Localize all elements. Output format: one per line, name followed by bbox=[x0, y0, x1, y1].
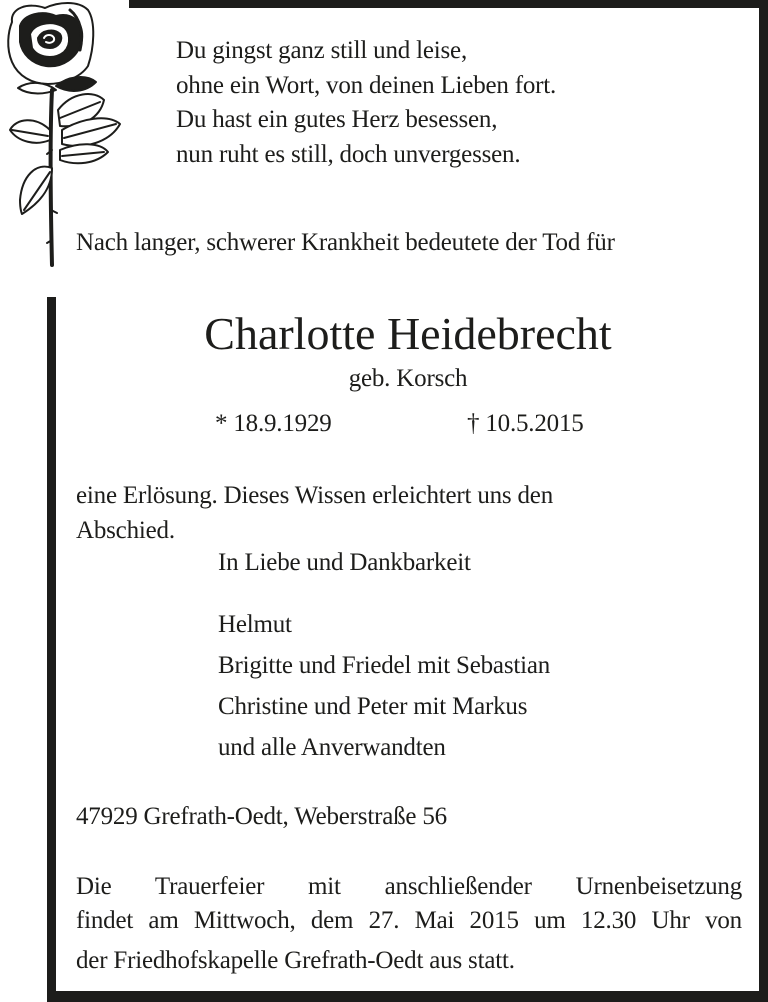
death-date: † 10.5.2015 bbox=[467, 410, 584, 437]
address: 47929 Grefrath-Oedt, Weberstraße 56 bbox=[76, 803, 447, 830]
deceased-name: Charlotte Heidebrecht bbox=[204, 308, 612, 359]
maiden-name: geb. Korsch bbox=[348, 365, 468, 392]
service-line: findet am Mittwoch, dem 27. Mai 2015 um 12.30 Uhr von bbox=[76, 907, 742, 934]
signoff: In Liebe und Dankbarkeit bbox=[218, 549, 471, 576]
mourner: Christine und Peter mit Markus bbox=[218, 693, 528, 720]
mourner: und alle Anverwandten bbox=[218, 734, 446, 761]
mourner: Brigitte und Friedel mit Sebastian bbox=[218, 652, 551, 679]
relief-line: eine Erlösung. Dieses Wissen erleichtert uns den bbox=[76, 482, 553, 509]
poem-line: Du gingst ganz still und leise, bbox=[176, 37, 467, 64]
poem-line: nun ruht es still, doch unvergessen. bbox=[176, 140, 521, 168]
intro-text: Nach langer, schwerer Krankheit bedeutete der Tod für bbox=[76, 229, 615, 256]
frame-border-bottom bbox=[47, 991, 768, 1002]
service-info bbox=[76, 870, 742, 978]
birth-date: * 18.9.1929 bbox=[215, 410, 332, 437]
frame-border-right bbox=[759, 0, 768, 1002]
poem-line: Du hast ein gutes Herz besessen, bbox=[176, 106, 498, 133]
service-line: Die Trauerfeier mit anschließender Urnenbeisetzung bbox=[76, 873, 742, 900]
service-line: der Friedhofskapelle Grefrath-Oedt aus statt. bbox=[76, 947, 515, 974]
relief-line: Abschied. bbox=[76, 517, 175, 544]
mourner: Helmut bbox=[218, 611, 292, 638]
mourners-list bbox=[218, 604, 550, 768]
poem-line: ohne ein Wort, von deinen Lieben fort. bbox=[176, 71, 557, 99]
frame-border-left bbox=[47, 297, 56, 1002]
frame-border-top bbox=[129, 0, 768, 8]
poem bbox=[176, 34, 556, 172]
relief-text bbox=[76, 478, 553, 548]
